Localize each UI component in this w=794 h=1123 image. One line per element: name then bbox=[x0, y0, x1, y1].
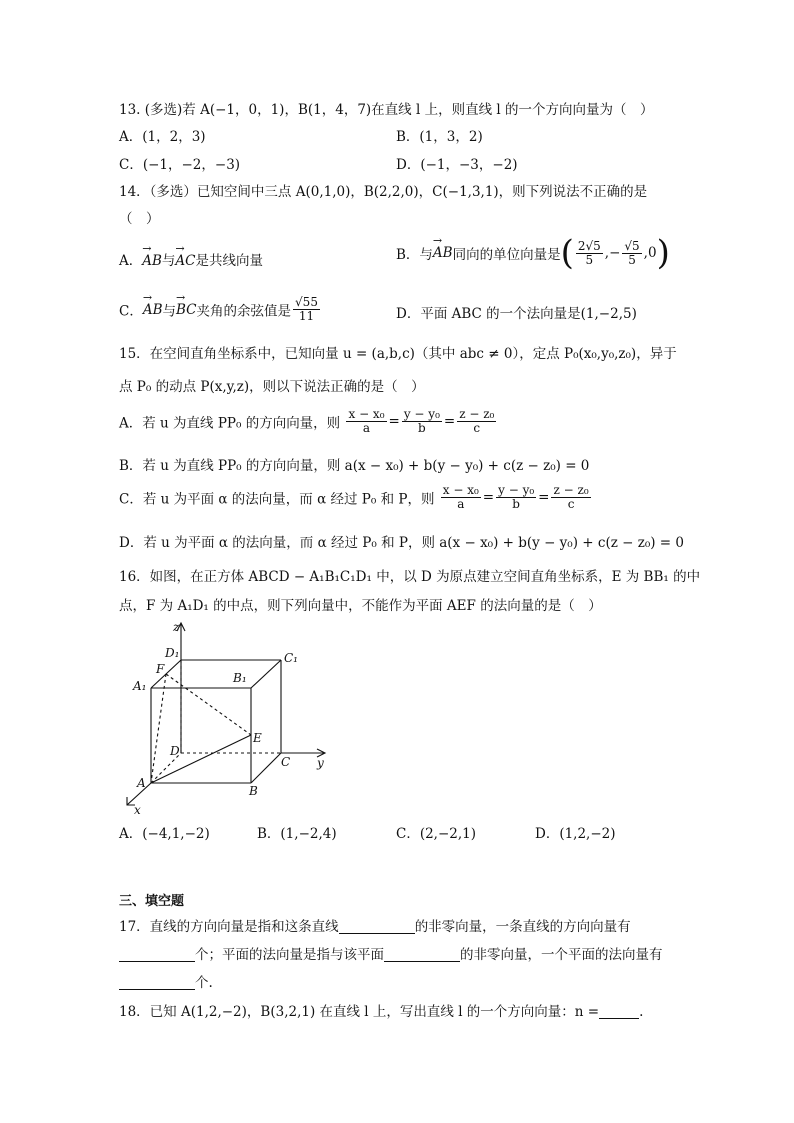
frac-den: c bbox=[567, 497, 575, 511]
left-paren: ( bbox=[560, 233, 574, 273]
frac-num: x − x₀ bbox=[442, 483, 479, 497]
q16-option-c: C．(2,−2,1) bbox=[396, 826, 477, 842]
frac-num: √55 bbox=[295, 295, 318, 309]
q17-text-2b: 的非零向量，一个平面的法向量有 bbox=[460, 947, 663, 963]
q14-stem: 14．（多选）已知空间中三点 A(0,1,0)，B(2,2,0)，C(−1,3,1)，则下列说法不正确的是 bbox=[119, 184, 648, 200]
q16-option-d: D．(1,2,−2) bbox=[535, 826, 616, 842]
q14-option-d: D．平面 ABC 的一个法向量是(1,−2,5) bbox=[396, 306, 637, 322]
q14-option-a-label: A． bbox=[119, 253, 143, 269]
q13-stem: 13. (多选)若 A(−1，0，1)，B(1，4，7)在直线 l 上，则直线 l 的一个方向向量为（ ） bbox=[119, 102, 654, 118]
q15-a-text: A．若 u 为直线 PP₀ 的方向向量，则 bbox=[119, 415, 341, 432]
q14-stem-end: （ ） bbox=[119, 211, 160, 227]
q15-option-c: C．若 u 为平面 α 的法向量，而 α 经过 P₀ 和 P，则 $\frac{\text{x − x₀}}{a}$ = $\frac{\text{y − y₀}}{b}$ = $\frac{\text{z − z₀}}{c}$ bbox=[119, 483, 589, 511]
right-paren: ) bbox=[656, 233, 670, 273]
frac-num: z − z₀ bbox=[553, 483, 589, 497]
q18-line bbox=[119, 1000, 643, 1020]
frac-den: a bbox=[457, 497, 465, 511]
q18-end: . bbox=[639, 1004, 644, 1020]
blank-2[interactable] bbox=[119, 947, 195, 962]
q13-option-c: C．(−1，−2，−3) bbox=[119, 157, 241, 173]
q13-option-b: B．(1，3，2) bbox=[396, 129, 483, 145]
fraction-sqrt5-over-5 bbox=[622, 240, 641, 267]
q14-c-text: 与 bbox=[162, 303, 177, 320]
q13-option-d: D．(−1，−3，−2) bbox=[396, 157, 518, 173]
q16-option-a: A．(−4,1,−2) bbox=[119, 826, 210, 842]
q14-b-pre: B．与 bbox=[396, 247, 433, 263]
fraction-sqrt55-over-11 bbox=[293, 296, 320, 323]
q15-option-a: A．若 u 为直线 PP₀ 的方向向量，则 $\frac{\text{x − x₀}}{a}$ = $\frac{\text{y − y₀}}{b}$ = $\frac{\text{z − z₀}}{c}$ bbox=[119, 407, 495, 435]
frac-den: c bbox=[473, 421, 481, 435]
cube-figure bbox=[115, 615, 335, 815]
fraction-x bbox=[346, 408, 386, 435]
q18-text: 18．已知 A(1,2,−2)，B(3,2,1) 在直线 l 上，写出直线 l 的一个方向向量：n = bbox=[119, 1004, 600, 1020]
frac-den: 5 bbox=[585, 252, 594, 267]
q15-stem: 15．在空间直角坐标系中，已知向量 u = (a,b,c)（其中 abc ≠ 0），定点 P₀(x₀,y₀,z₀)，异于 bbox=[119, 346, 677, 362]
q17-line-1 bbox=[119, 915, 631, 935]
q14-option-a bbox=[119, 249, 263, 269]
label-f: F bbox=[156, 662, 165, 676]
fraction-2sqrt5-over-5 bbox=[576, 240, 603, 267]
blank-4[interactable] bbox=[119, 975, 195, 990]
label-e: E bbox=[253, 731, 262, 745]
blank-3[interactable] bbox=[384, 947, 460, 962]
frac-num: x − x₀ bbox=[348, 407, 385, 421]
label-b: B bbox=[249, 784, 258, 798]
vector-ab: → AB bbox=[142, 253, 162, 269]
q15-option-d: D．若 u 为平面 α 的法向量，而 α 经过 P₀ 和 P，则 a(x − x₀) + b(y − y₀) + c(z − z₀) = 0 bbox=[119, 535, 684, 551]
frac-den: 5 bbox=[628, 252, 636, 267]
q14-a-text2: 是共线向量 bbox=[195, 253, 264, 269]
blank-5[interactable] bbox=[599, 1004, 639, 1019]
q14-option-c bbox=[119, 296, 322, 323]
label-d: D bbox=[170, 744, 180, 758]
label-x: x bbox=[134, 803, 141, 815]
frac-num: y − y₀ bbox=[403, 407, 440, 421]
label-c1: C₁ bbox=[284, 651, 298, 665]
vector-ab: → AB bbox=[143, 302, 163, 318]
edge-bc bbox=[251, 753, 281, 783]
q15-c-text: C．若 u 为平面 α 的法向量，而 α 经过 P₀ 和 P，则 bbox=[119, 491, 435, 508]
label-y: y bbox=[317, 756, 324, 770]
q17-text-1a: 17．直线的方向向量是指和这条直线 bbox=[119, 919, 339, 935]
fraction-z bbox=[551, 484, 590, 511]
vector-tail: ,0 bbox=[643, 245, 657, 261]
frac-num: √5 bbox=[624, 238, 640, 253]
label-z: z bbox=[173, 620, 180, 634]
q17-text-2a: 个；平面的法向量是指与该平面 bbox=[195, 947, 384, 963]
frac-num: y − y₀ bbox=[498, 483, 535, 497]
vector-bc: → BC bbox=[176, 302, 197, 318]
fraction-x bbox=[441, 484, 481, 511]
section-heading: 三、填空题 bbox=[119, 894, 185, 909]
frac-den: a bbox=[362, 421, 371, 435]
q15-stem-end: 点 P₀ 的动点 P(x,y,z)，则以下说法正确的是（ ） bbox=[119, 379, 425, 395]
q16-stem-end: 点，F 为 A₁D₁ 的中点，则下列向量中，不能作为平面 AEF 的法向量的是（ ） bbox=[119, 598, 602, 614]
label-a1: A₁ bbox=[133, 679, 147, 693]
frac-den: b bbox=[512, 497, 520, 511]
fraction-y bbox=[496, 484, 536, 511]
fraction-z bbox=[457, 408, 496, 435]
frac-den: 11 bbox=[298, 309, 315, 323]
blank-1[interactable] bbox=[339, 919, 415, 934]
q14-b-text: 同向的单位向量是 bbox=[452, 247, 561, 263]
frac-den: b bbox=[418, 421, 426, 435]
label-a: A bbox=[137, 776, 146, 790]
fraction-y bbox=[402, 408, 442, 435]
comma-minus: ,− bbox=[604, 245, 621, 261]
label-d1: D₁ bbox=[165, 646, 180, 660]
q16-stem: 16．如图，在正方体 ABCD − A₁B₁C₁D₁ 中，以 D 为原点建立空间直角坐标系，E 为 BB₁ 的中 bbox=[119, 569, 701, 585]
q17-line-3 bbox=[119, 971, 213, 991]
segment-ae bbox=[151, 735, 251, 783]
frac-num: 2√5 bbox=[577, 238, 601, 253]
segment-fa bbox=[151, 674, 166, 783]
vector-ac: → AC bbox=[175, 253, 195, 269]
q17-text-3: 个. bbox=[195, 975, 213, 991]
edge-b1c1 bbox=[251, 660, 281, 688]
q14-option-b bbox=[396, 233, 670, 273]
q17-line-2 bbox=[119, 943, 663, 963]
q14-a-text: 与 bbox=[161, 253, 176, 269]
q14-c-text2: 夹角的余弦值是 bbox=[196, 303, 292, 320]
q13-option-a: A．(1，2，3) bbox=[119, 129, 206, 145]
q17-text-1b: 的非零向量，一条直线的方向向量有 bbox=[414, 919, 631, 935]
q15-option-b: B．若 u 为直线 PP₀ 的方向向量，则 a(x − x₀) + b(y − y₀) + c(z − z₀) = 0 bbox=[119, 458, 590, 474]
frac-num: z − z₀ bbox=[459, 407, 495, 421]
vector-ab: → AB bbox=[433, 245, 453, 261]
q14-c-pre: C． bbox=[119, 303, 143, 320]
label-c: C bbox=[281, 755, 291, 769]
label-b1: B₁ bbox=[233, 671, 247, 685]
q16-option-b: B．(1,−2,4) bbox=[257, 826, 337, 842]
